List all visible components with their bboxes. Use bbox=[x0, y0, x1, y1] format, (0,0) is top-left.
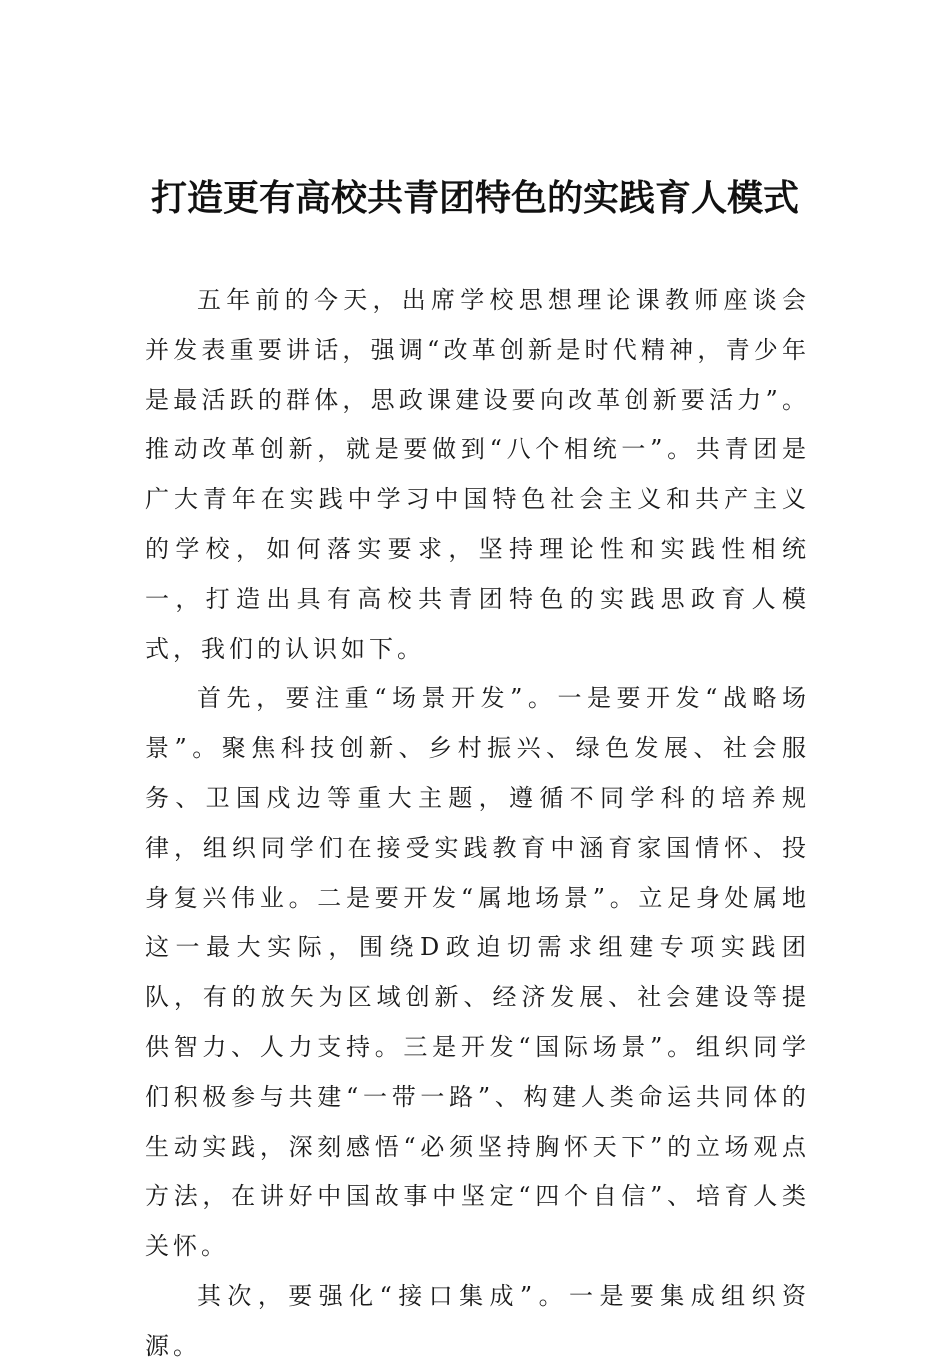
paragraph-scene-development: 首先，要注重“场景开发”。一是要开发“战略场景”。聚焦科技创新、乡村振兴、绿色发展、社会服务、卫国戍边等重大主题，遵循不同学科的培养规律，组织同学们在接受实践教育中涵育家国情怀、投身复兴伟业。二是要开发“属地场景”。立足身处属地这一最大实际，围绕D政迫切需求组建专项实践团队，有的放矢为区域创新、经济发展、社会建设等提供智力、人力支持。三是开发“国际场景”。组织同学们积极参与共建“一带一路”、构建人类命运共同体的生动实践，深刻感悟“必须坚持胸怀天下”的立场观点方法，在讲好中国故事中坚定“四个自信”、培育人类关怀。 bbox=[145, 684, 810, 1261]
document-title: 打造更有高校共青团特色的实践育人模式 bbox=[150, 177, 799, 219]
document-body bbox=[145, 276, 810, 1372]
paragraph-interface-integration: 其次，要强化“接口集成”。一是要集成组织资源。 bbox=[145, 1281, 810, 1360]
paragraph-intro: 五年前的今天，出席学校思想理论课教师座谈会并发表重要讲话，强调“改革创新是时代精神，青少年是最活跃的群体，思政课建设要向改革创新要活力”。推动改革创新，就是要做到“八个相统一”。共青团是广大青年在实践中学习中国特色社会主义和共产主义的学校，如何落实要求，坚持理论性和实践性相统一，打造出具有高校共青团特色的实践思政育人模式，我们的认识如下。 bbox=[145, 286, 810, 663]
